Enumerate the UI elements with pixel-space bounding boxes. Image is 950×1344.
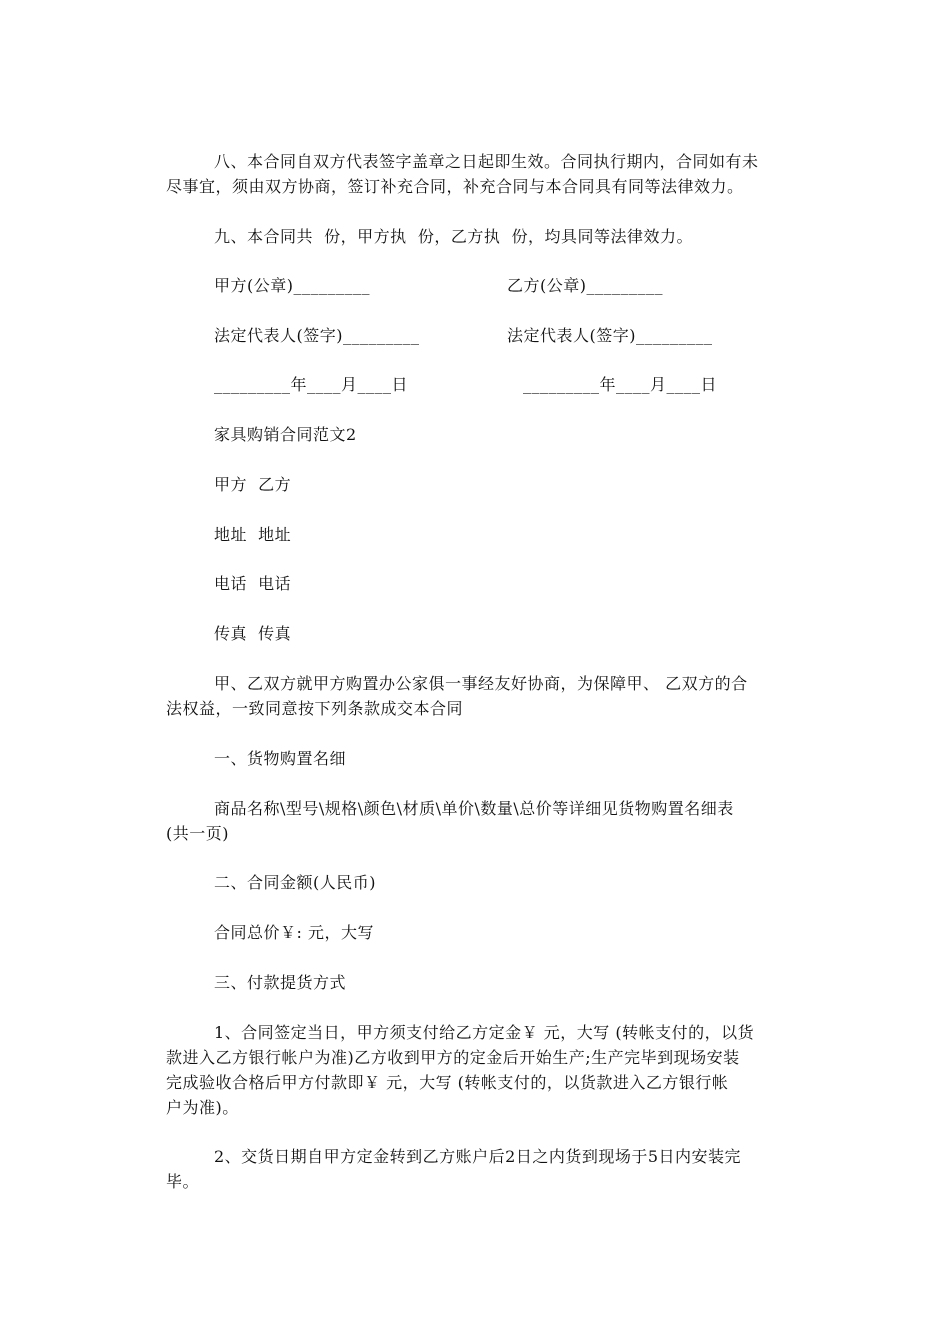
party-b-seal: 乙方(公章)_________ (507, 276, 663, 295)
intro-line-2: 法权益，一致同意按下列条款成交本合同 (166, 699, 464, 718)
phone-row: 电话 电话 (214, 574, 292, 593)
section-3-item-1-line-4: 户为准)。 (166, 1098, 239, 1117)
party-a-seal: 甲方(公章)_________ (214, 276, 370, 295)
party-b-date: _________年____月____日 (523, 375, 718, 394)
section-2-body: 合同总价￥: 元，大写 (214, 923, 374, 942)
section-3-item-2-line-1: 2、交货日期自甲方定金转到乙方账户后2日之内货到现场于5日内安装完 (214, 1147, 742, 1166)
section-3-item-1-line-1: 1、合同签定当日，甲方须支付给乙方定金￥ 元，大写 (转帐支付的，以货 (214, 1023, 755, 1042)
section-1-body-line-1: 商品名称\型号\规格\颜色\材质\单价\数量\总价等详细见货物购置名细表 (214, 799, 734, 818)
fax-row: 传真 传真 (214, 624, 292, 643)
clause-9: 九、本合同共 份，甲方执 份，乙方执 份，均具同等法律效力。 (214, 227, 694, 246)
section-3-item-1-line-2: 款进入乙方银行帐户为准)乙方收到甲方的定金后开始生产;生产完毕到现场安装 (166, 1048, 740, 1067)
section-1-body-line-2: (共一页) (166, 824, 229, 843)
section-1-heading: 一、货物购置名细 (214, 749, 347, 768)
document-heading: 家具购销合同范文2 (214, 425, 357, 444)
clause-8-line-2: 尽事宜，须由双方协商，签订补充合同，补充合同与本合同具有同等法律效力。 (166, 177, 744, 196)
clause-8-line-1: 八、本合同自双方代表签字盖章之日起即生效。合同执行期内，合同如有未 (214, 152, 759, 171)
intro-line-1: 甲、乙双方就甲方购置办公家俱一事经友好协商，为保障甲、 乙双方的合 (214, 674, 748, 693)
party-b-representative: 法定代表人(签字)_________ (507, 326, 713, 345)
party-a-date: _________年____月____日 (214, 375, 409, 394)
section-3-item-2-line-2: 毕。 (166, 1172, 200, 1191)
party-a-representative: 法定代表人(签字)_________ (214, 326, 420, 345)
section-3-heading: 三、付款提货方式 (214, 973, 347, 992)
party-names: 甲方 乙方 (214, 475, 292, 494)
address-row: 地址 地址 (214, 525, 292, 544)
section-3-item-1-line-3: 完成验收合格后甲方付款即￥ 元，大写 (转帐支付的，以货款进入乙方银行帐 (166, 1073, 729, 1092)
section-2-heading: 二、合同金额(人民币) (214, 873, 376, 892)
